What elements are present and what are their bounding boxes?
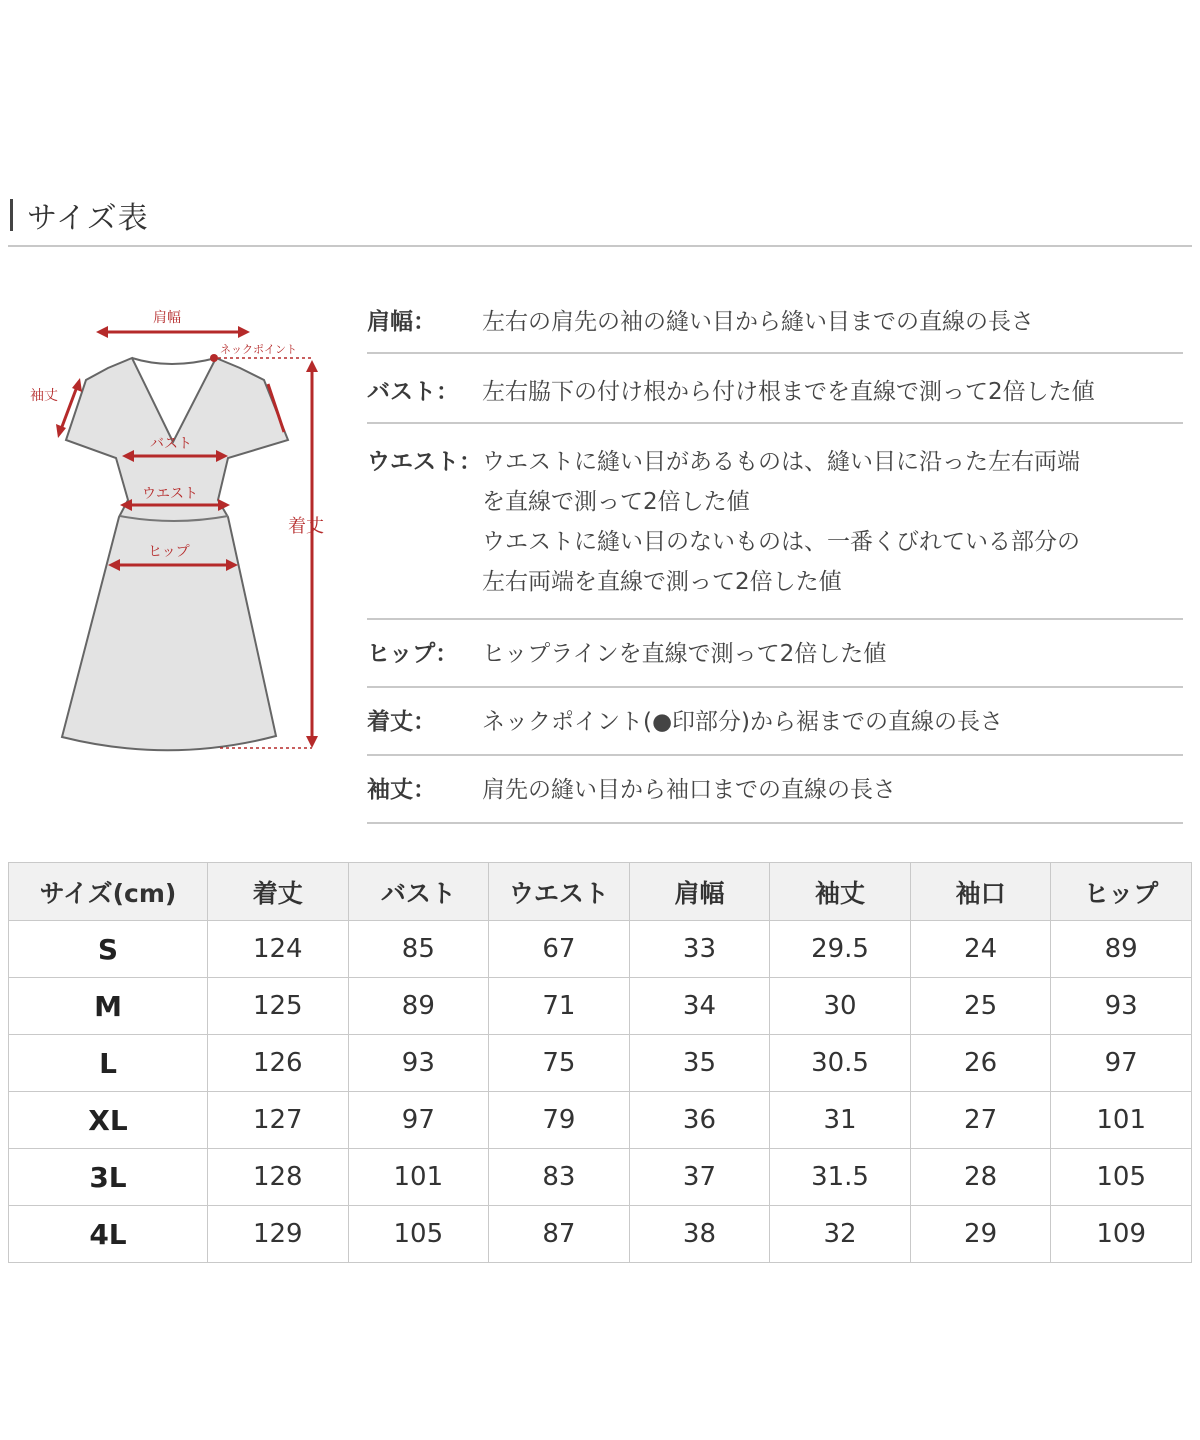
section-heading: [10, 195, 149, 235]
table-cell: 35: [629, 1035, 770, 1092]
size-cell: L: [9, 1035, 208, 1092]
table-cell: 71: [489, 978, 630, 1035]
column-header: ウエスト: [489, 863, 630, 921]
table-cell: 26: [910, 1035, 1051, 1092]
sleeve-label: 袖丈: [30, 388, 58, 404]
table-cell: 37: [629, 1149, 770, 1206]
table-cell: 28: [910, 1149, 1051, 1206]
table-cell: 25: [910, 978, 1051, 1035]
definition-term: バスト：: [367, 379, 459, 405]
heading-bar: [10, 199, 13, 231]
definition-term: 着丈：: [367, 709, 436, 735]
table-cell: 33: [629, 921, 770, 978]
table-cell: 85: [348, 921, 489, 978]
definition-term: ウエスト：: [367, 449, 482, 475]
column-header: 袖口: [910, 863, 1051, 921]
size-cell: S: [9, 921, 208, 978]
size-cell: XL: [9, 1092, 208, 1149]
table-row: [9, 921, 1192, 978]
table-cell: 75: [489, 1035, 630, 1092]
column-header: 肩幅: [629, 863, 770, 921]
table-cell: 105: [348, 1206, 489, 1263]
definition-text: ネックポイント(●印部分)から裾までの直線の長さ: [482, 709, 1004, 735]
definition-term: 肩幅：: [367, 309, 436, 335]
definition-text: ヒップラインを直線で測って2倍した値: [482, 641, 887, 667]
neck-point-dot: [210, 354, 218, 362]
table-cell: 97: [1051, 1035, 1192, 1092]
garment-diagram: [20, 300, 340, 770]
bust-label: バスト: [150, 436, 192, 452]
table-cell: 87: [489, 1206, 630, 1263]
measurement-definitions: [367, 296, 1183, 824]
table-cell: 101: [1051, 1092, 1192, 1149]
table-cell: 36: [629, 1092, 770, 1149]
size-table: [8, 862, 1192, 1263]
definition-row: [367, 756, 1183, 824]
table-cell: 109: [1051, 1206, 1192, 1263]
table-row: [9, 1035, 1192, 1092]
table-cell: 93: [1051, 978, 1192, 1035]
page-title: サイズ表: [27, 201, 149, 236]
size-cell: 3L: [9, 1149, 208, 1206]
table-cell: 27: [910, 1092, 1051, 1149]
definition-term: ヒップ：: [367, 641, 459, 667]
heading-divider: [8, 245, 1192, 247]
table-cell: 29: [910, 1206, 1051, 1263]
table-cell: 89: [1051, 921, 1192, 978]
table-cell: 29.5: [770, 921, 911, 978]
size-cell: M: [9, 978, 208, 1035]
column-header: 着丈: [208, 863, 349, 921]
hip-label: ヒップ: [148, 544, 190, 560]
table-header-row: [9, 863, 1192, 921]
table-row: [9, 978, 1192, 1035]
definition-text: ウエストに縫い目があるものは、縫い目に沿った左右両端 を直線で測って2倍した値 ウエストに縫い目のないものは、一番くびれている部分の 左右両端を直線で測って2倍した値: [482, 449, 1080, 595]
table-row: [9, 1092, 1192, 1149]
table-cell: 89: [348, 978, 489, 1035]
dress-illustration: [20, 300, 340, 770]
table-cell: 125: [208, 978, 349, 1035]
definition-term: 袖丈：: [367, 777, 436, 803]
column-header: サイズ(cm): [9, 863, 208, 921]
table-cell: 30: [770, 978, 911, 1035]
table-row: [9, 1206, 1192, 1263]
table-cell: 101: [348, 1149, 489, 1206]
table-cell: 129: [208, 1206, 349, 1263]
size-cell: 4L: [9, 1206, 208, 1263]
table-cell: 105: [1051, 1149, 1192, 1206]
neckline: [132, 358, 216, 364]
definition-row: [367, 620, 1183, 688]
column-header: バスト: [348, 863, 489, 921]
table-cell: 31.5: [770, 1149, 911, 1206]
table-cell: 34: [629, 978, 770, 1035]
waist-label: ウエスト: [142, 486, 198, 502]
table-cell: 124: [208, 921, 349, 978]
table-cell: 128: [208, 1149, 349, 1206]
table-cell: 126: [208, 1035, 349, 1092]
definition-row: [367, 688, 1183, 756]
table-row: [9, 1149, 1192, 1206]
table-cell: 31: [770, 1092, 911, 1149]
column-header: ヒップ: [1051, 863, 1192, 921]
table-cell: 38: [629, 1206, 770, 1263]
neck-point-label: ネックポイント: [220, 343, 297, 356]
definition-row: [367, 424, 1183, 620]
length-label: 着丈: [288, 516, 324, 537]
definition-row: [367, 296, 1183, 354]
definition-text: 肩先の縫い目から袖口までの直線の長さ: [482, 777, 896, 803]
definition-text: 左右脇下の付け根から付け根までを直線で測って2倍した値: [482, 379, 1095, 405]
table-cell: 24: [910, 921, 1051, 978]
shoulder-label: 肩幅: [153, 310, 181, 326]
table-cell: 93: [348, 1035, 489, 1092]
table-cell: 79: [489, 1092, 630, 1149]
column-header: 袖丈: [770, 863, 911, 921]
table-cell: 97: [348, 1092, 489, 1149]
table-cell: 30.5: [770, 1035, 911, 1092]
table-cell: 67: [489, 921, 630, 978]
table-cell: 32: [770, 1206, 911, 1263]
table-cell: 83: [489, 1149, 630, 1206]
table-cell: 127: [208, 1092, 349, 1149]
definition-row: [367, 354, 1183, 424]
definition-text: 左右の肩先の袖の縫い目から縫い目までの直線の長さ: [482, 309, 1034, 335]
